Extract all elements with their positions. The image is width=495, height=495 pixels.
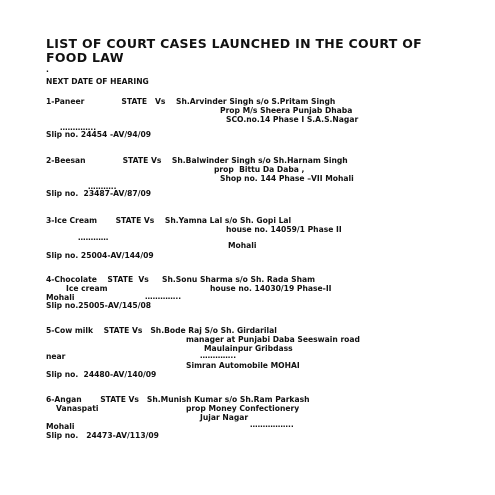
case-heading-line: 2-Beesan STATE Vs Sh.Balwinder Singh s/o Sh.Harnam Singh: [46, 156, 348, 165]
title-dot: .: [46, 65, 49, 74]
case-heading-line: 4-Chocolate STATE Vs Sh.Sonu Sharma s/o Sh. Rada Sham: [46, 275, 316, 284]
case-dots: …………..: [60, 123, 97, 132]
case-address-line: Mohali: [46, 422, 75, 431]
case-slip-number: Slip no. 24454 -AV/94/09: [46, 130, 152, 139]
case-heading-line: 1-Paneer STATE Vs Sh.Arvinder Singh s/o S.Pritam Singh: [46, 97, 336, 106]
case-slip-number: Slip no. 24480-AV/140/09: [46, 370, 157, 379]
case-slip-number: Slip no. 25004-AV/144/09: [46, 251, 154, 260]
case-slip-number: Slip no.25005-AV/145/08: [46, 301, 152, 310]
case-heading-line: 3-Ice Cream STATE Vs Sh.Yamna Lal s/o Sh. Gopi Lal: [46, 216, 292, 225]
case-address-line: Mohali: [46, 293, 75, 302]
case-address-line: prop Bittu Da Daba ,: [214, 165, 305, 174]
case-address-line: Shop no. 144 Phase –VII Mohali: [220, 174, 354, 183]
case-address-line: house no. 14030/19 Phase-II: [210, 284, 332, 293]
case-address-line: manager at Punjabi Daba Seeswain road: [186, 335, 360, 344]
case-address-line: Prop M/s Sheera Punjab Dhaba: [220, 106, 353, 115]
case-address-line: Maulainpur Gribdass: [204, 344, 293, 353]
page-title: LIST OF COURT CASES LAUNCHED IN THE COURT OF FOOD LAW: [46, 36, 423, 65]
case-heading-line: 6-Angan STATE Vs Sh.Munish Kumar s/o Sh.Ram Parkash: [46, 395, 310, 404]
case-address-line: SCO.no.14 Phase I S.A.S.Nagar: [226, 115, 359, 124]
case-address-line: Mohali: [228, 241, 257, 250]
case-address-line: prop Money Confectionery: [186, 404, 300, 413]
case-address-line: Simran Automobile MOHAI: [186, 361, 300, 370]
case-dots: …………..: [200, 351, 237, 360]
case-dots: ………..: [88, 182, 117, 191]
case-address-line: Jujar Nagar: [200, 413, 249, 422]
next-hearing-heading: NEXT DATE OF HEARING: [46, 77, 149, 86]
case-address-line: house no. 14059/1 Phase II: [226, 225, 342, 234]
case-product-line: Ice cream: [66, 284, 108, 293]
case-slip-number: Slip no. 24473-AV/113/09: [46, 431, 159, 440]
case-dots: ……………..: [250, 420, 294, 429]
case-slip-number: Slip no. 23487-AV/87/09: [46, 189, 152, 198]
case-dots: …………: [78, 233, 109, 242]
case-product-line: Vanaspati: [56, 404, 99, 413]
case-address-line: near: [46, 352, 66, 361]
case-dots: …………..: [145, 292, 182, 301]
case-heading-line: 5-Cow milk STATE Vs Sh.Bode Raj S/o Sh. Girdarilal: [46, 326, 277, 335]
